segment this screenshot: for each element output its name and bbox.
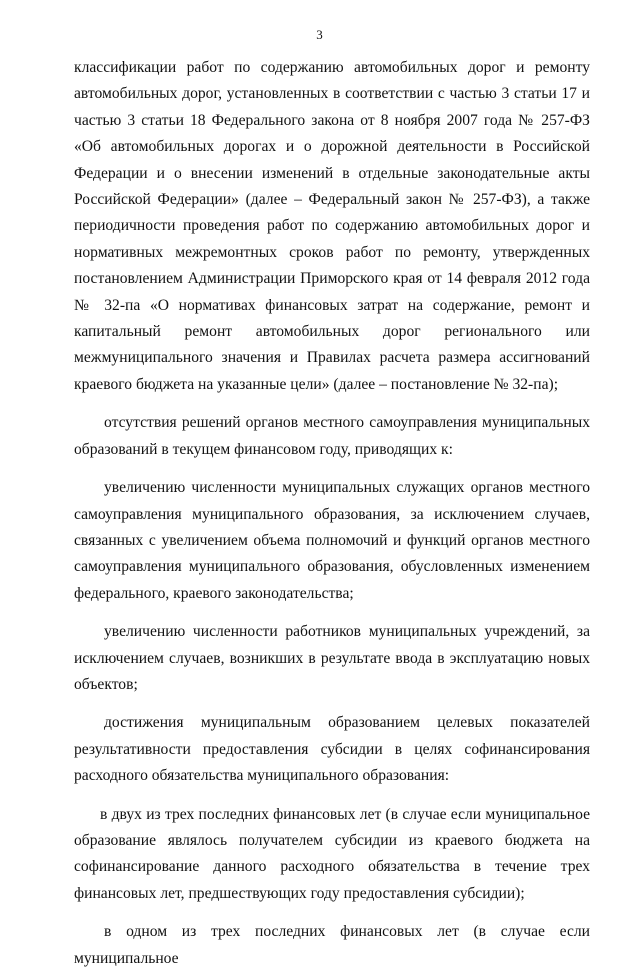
- paragraph-target-indicators: достижения муниципальным образованием целевых показателей результативности предоставления субсидии в целях софинансирования расходного обязательства муниципального образования:: [74, 714, 590, 785]
- paragraph-institution-workers: увеличению численности работников муниципальных учреждений, за исключением случаев, возникших в результате ввода в эксплуатацию новых объектов;: [74, 623, 590, 693]
- page-number: 3: [316, 27, 323, 42]
- paragraph-two-of-three-years: в двух из трех последних финансовых лет (в случае если муниципальное образование являлось получателем субсидии из краевого бюджета на софинансирование данного расходного обязательства в течение трех финансовых лет, предшествующих году предоставления субсидии);: [74, 805, 590, 902]
- paragraph-one-of-three-years: в одном из трех последних финансовых лет (в случае если муниципальное: [74, 923, 590, 967]
- paragraph-absence-of-decisions: отсутствия решений органов местного самоуправления муниципальных образований в текущем финансовом году, приводящих к:: [74, 414, 590, 458]
- paragraph-classification: классификации работ по содержанию автомобильных дорог и ремонту автомобильных дорог, установленных в соответствии с частью 3 статьи 17 и частью 3 статьи 18 Федерального закона от 8 ноября 2007 года № 257-ФЗ «Об автомобильных дорогах и о дорожной деятельности в Российской Федерации и о внесении изменений в отдельные законодательные акты Российской Федерации» (далее – Федеральный закон № 257-ФЗ), а также периодичности проведения работ по содержанию автомобильных дорог и нормативных межремонтных сроков работ по ремонту, утвержденных постановлением Администрации Приморского края от 14 февраля 2012 года № 32-па «О нормативах финансовых затрат на содержание, ремонт и капитальный ремонт автомобильных дорог регионального или межмуниципального значения и Правилах расчета размера ассигнований краевого бюджета на указанные цели» (далее – постановление № 32-па);: [74, 59, 590, 393]
- document-body: [74, 55, 590, 972]
- paragraph-municipal-employees: увеличению численности муниципальных служащих органов местного самоуправления муниципального образования, за исключением случаев, связанных с увеличением объема полномочий и функций органов местного самоуправления муниципального образования, обусловленных изменением федерального, краевого законодательства;: [74, 479, 590, 602]
